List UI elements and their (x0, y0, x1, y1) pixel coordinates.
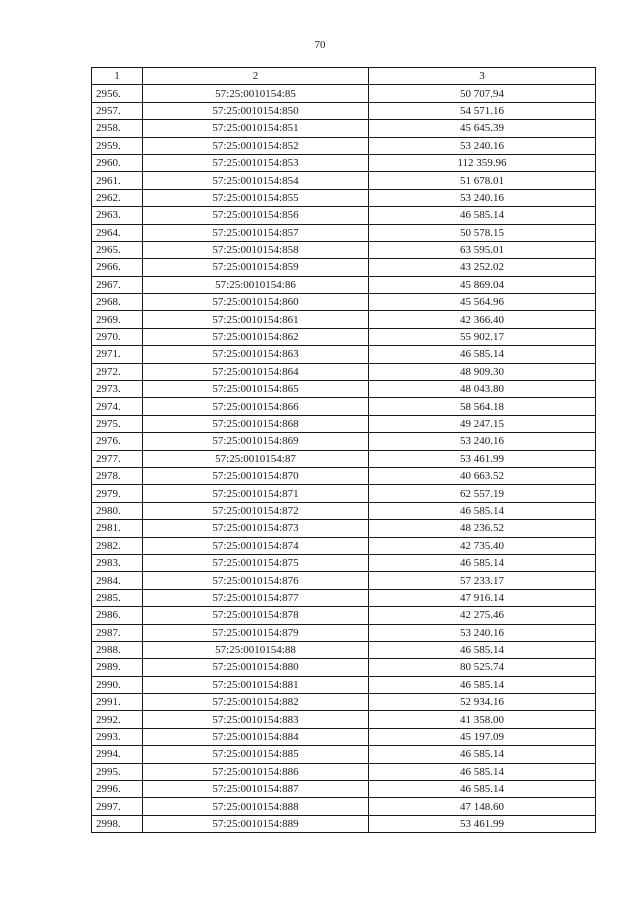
table-row (92, 241, 596, 258)
cadastral-number-cell: 57:25:0010154:854 (143, 172, 369, 189)
table-row (92, 415, 596, 432)
table-row (92, 311, 596, 328)
cadastral-number-cell: 57:25:0010154:88 (143, 641, 369, 658)
value-cell: 47 916.14 (369, 589, 596, 606)
value-cell: 53 240.16 (369, 433, 596, 450)
row-number-cell: 2961. (92, 172, 143, 189)
table-row (92, 433, 596, 450)
value-cell: 54 571.16 (369, 102, 596, 119)
row-number-cell: 2996. (92, 781, 143, 798)
row-number-cell: 2965. (92, 241, 143, 258)
cadastral-number-cell: 57:25:0010154:859 (143, 259, 369, 276)
cadastral-value-table (91, 67, 596, 833)
table-row (92, 554, 596, 571)
cadastral-number-cell: 57:25:0010154:872 (143, 502, 369, 519)
row-number-cell: 2969. (92, 311, 143, 328)
cadastral-number-cell: 57:25:0010154:850 (143, 102, 369, 119)
table-row (92, 381, 596, 398)
value-cell: 41 358.00 (369, 711, 596, 728)
row-number-cell: 2964. (92, 224, 143, 241)
cadastral-number-cell: 57:25:0010154:883 (143, 711, 369, 728)
row-number-cell: 2963. (92, 207, 143, 224)
row-number-cell: 2987. (92, 624, 143, 641)
value-cell: 47 148.60 (369, 798, 596, 815)
table-row (92, 102, 596, 119)
value-cell: 46 585.14 (369, 554, 596, 571)
column-header: 2 (143, 68, 369, 85)
cadastral-number-cell: 57:25:0010154:874 (143, 537, 369, 554)
value-cell: 52 934.16 (369, 694, 596, 711)
cadastral-number-cell: 57:25:0010154:858 (143, 241, 369, 258)
row-number-cell: 2998. (92, 815, 143, 832)
row-number-cell: 2990. (92, 676, 143, 693)
row-number-cell: 2971. (92, 346, 143, 363)
table-row (92, 120, 596, 137)
table-row (92, 450, 596, 467)
table-row (92, 798, 596, 815)
value-cell: 46 585.14 (369, 781, 596, 798)
row-number-cell: 2983. (92, 554, 143, 571)
cadastral-number-cell: 57:25:0010154:887 (143, 781, 369, 798)
row-number-cell: 2985. (92, 589, 143, 606)
cadastral-number-cell: 57:25:0010154:873 (143, 520, 369, 537)
table-row (92, 172, 596, 189)
cadastral-number-cell: 57:25:0010154:861 (143, 311, 369, 328)
row-number-cell: 2979. (92, 485, 143, 502)
row-number-cell: 2966. (92, 259, 143, 276)
table-row (92, 694, 596, 711)
value-cell: 53 240.16 (369, 137, 596, 154)
value-cell: 48 043.80 (369, 381, 596, 398)
row-number-cell: 2980. (92, 502, 143, 519)
table-row (92, 276, 596, 293)
table-row (92, 589, 596, 606)
value-cell: 58 564.18 (369, 398, 596, 415)
cadastral-number-cell: 57:25:0010154:862 (143, 328, 369, 345)
row-number-cell: 2978. (92, 467, 143, 484)
cadastral-number-cell: 57:25:0010154:879 (143, 624, 369, 641)
row-number-cell: 2976. (92, 433, 143, 450)
value-cell: 112 359.96 (369, 154, 596, 171)
table-row (92, 154, 596, 171)
value-cell: 46 585.14 (369, 207, 596, 224)
cadastral-number-cell: 57:25:0010154:851 (143, 120, 369, 137)
table-row (92, 815, 596, 832)
value-cell: 80 525.74 (369, 659, 596, 676)
row-number-cell: 2970. (92, 328, 143, 345)
row-number-cell: 2972. (92, 363, 143, 380)
cadastral-number-cell: 57:25:0010154:85 (143, 85, 369, 102)
table-row (92, 572, 596, 589)
cadastral-number-cell: 57:25:0010154:882 (143, 694, 369, 711)
value-cell: 53 240.16 (369, 624, 596, 641)
table-row (92, 502, 596, 519)
cadastral-number-cell: 57:25:0010154:870 (143, 467, 369, 484)
row-number-cell: 2962. (92, 189, 143, 206)
table-row (92, 328, 596, 345)
value-cell: 53 461.99 (369, 815, 596, 832)
table-row (92, 294, 596, 311)
row-number-cell: 2959. (92, 137, 143, 154)
cadastral-number-cell: 57:25:0010154:885 (143, 746, 369, 763)
value-cell: 63 595.01 (369, 241, 596, 258)
cadastral-number-cell: 57:25:0010154:856 (143, 207, 369, 224)
value-cell: 46 585.14 (369, 746, 596, 763)
value-cell: 45 197.09 (369, 728, 596, 745)
table-row (92, 537, 596, 554)
value-cell: 53 240.16 (369, 189, 596, 206)
value-cell: 50 578.15 (369, 224, 596, 241)
row-number-cell: 2982. (92, 537, 143, 554)
cadastral-number-cell: 57:25:0010154:863 (143, 346, 369, 363)
value-cell: 45 564.96 (369, 294, 596, 311)
row-number-cell: 2975. (92, 415, 143, 432)
table-header-row (92, 68, 596, 85)
value-cell: 46 585.14 (369, 346, 596, 363)
value-cell: 51 678.01 (369, 172, 596, 189)
table-row (92, 746, 596, 763)
row-number-cell: 2994. (92, 746, 143, 763)
row-number-cell: 2967. (92, 276, 143, 293)
cadastral-number-cell: 57:25:0010154:871 (143, 485, 369, 502)
cadastral-number-cell: 57:25:0010154:889 (143, 815, 369, 832)
row-number-cell: 2992. (92, 711, 143, 728)
table-row (92, 763, 596, 780)
column-header: 1 (92, 68, 143, 85)
row-number-cell: 2977. (92, 450, 143, 467)
table-row (92, 624, 596, 641)
row-number-cell: 2989. (92, 659, 143, 676)
row-number-cell: 2993. (92, 728, 143, 745)
table-row (92, 485, 596, 502)
cadastral-number-cell: 57:25:0010154:875 (143, 554, 369, 571)
row-number-cell: 2988. (92, 641, 143, 658)
table-row (92, 711, 596, 728)
table-row (92, 520, 596, 537)
row-number-cell: 2960. (92, 154, 143, 171)
row-number-cell: 2995. (92, 763, 143, 780)
row-number-cell: 2956. (92, 85, 143, 102)
table-row (92, 467, 596, 484)
row-number-cell: 2957. (92, 102, 143, 119)
value-cell: 42 735.40 (369, 537, 596, 554)
cadastral-number-cell: 57:25:0010154:869 (143, 433, 369, 450)
cadastral-number-cell: 57:25:0010154:853 (143, 154, 369, 171)
cadastral-number-cell: 57:25:0010154:866 (143, 398, 369, 415)
value-cell: 48 236.52 (369, 520, 596, 537)
column-header: 3 (369, 68, 596, 85)
table-row (92, 728, 596, 745)
table-row (92, 224, 596, 241)
cadastral-number-cell: 57:25:0010154:880 (143, 659, 369, 676)
cadastral-number-cell: 57:25:0010154:881 (143, 676, 369, 693)
value-cell: 46 585.14 (369, 502, 596, 519)
value-cell: 46 585.14 (369, 763, 596, 780)
value-cell: 43 252.02 (369, 259, 596, 276)
cadastral-number-cell: 57:25:0010154:865 (143, 381, 369, 398)
table-row (92, 398, 596, 415)
row-number-cell: 2981. (92, 520, 143, 537)
value-cell: 46 585.14 (369, 641, 596, 658)
value-cell: 42 275.46 (369, 607, 596, 624)
row-number-cell: 2986. (92, 607, 143, 624)
row-number-cell: 2973. (92, 381, 143, 398)
cadastral-number-cell: 57:25:0010154:888 (143, 798, 369, 815)
row-number-cell: 2997. (92, 798, 143, 815)
row-number-cell: 2968. (92, 294, 143, 311)
cadastral-number-cell: 57:25:0010154:852 (143, 137, 369, 154)
value-cell: 46 585.14 (369, 676, 596, 693)
table-row (92, 346, 596, 363)
value-cell: 55 902.17 (369, 328, 596, 345)
value-cell: 50 707.94 (369, 85, 596, 102)
row-number-cell: 2991. (92, 694, 143, 711)
row-number-cell: 2974. (92, 398, 143, 415)
cadastral-number-cell: 57:25:0010154:868 (143, 415, 369, 432)
table-row (92, 659, 596, 676)
cadastral-number-cell: 57:25:0010154:860 (143, 294, 369, 311)
cadastral-number-cell: 57:25:0010154:855 (143, 189, 369, 206)
cadastral-number-cell: 57:25:0010154:864 (143, 363, 369, 380)
table-row (92, 207, 596, 224)
cadastral-number-cell: 57:25:0010154:877 (143, 589, 369, 606)
cadastral-number-cell: 57:25:0010154:857 (143, 224, 369, 241)
row-number-cell: 2958. (92, 120, 143, 137)
value-cell: 45 645.39 (369, 120, 596, 137)
table-row (92, 607, 596, 624)
value-cell: 48 909.30 (369, 363, 596, 380)
table-row (92, 189, 596, 206)
cadastral-number-cell: 57:25:0010154:878 (143, 607, 369, 624)
page-number: 70 (314, 39, 326, 51)
value-cell: 53 461.99 (369, 450, 596, 467)
value-cell: 40 663.52 (369, 467, 596, 484)
value-cell: 57 233.17 (369, 572, 596, 589)
table-row (92, 259, 596, 276)
table-row (92, 641, 596, 658)
table-row (92, 137, 596, 154)
cadastral-number-cell: 57:25:0010154:886 (143, 763, 369, 780)
table-row (92, 363, 596, 380)
cadastral-number-cell: 57:25:0010154:87 (143, 450, 369, 467)
value-cell: 62 557.19 (369, 485, 596, 502)
value-cell: 45 869.04 (369, 276, 596, 293)
table-row (92, 85, 596, 102)
cadastral-number-cell: 57:25:0010154:876 (143, 572, 369, 589)
cadastral-number-cell: 57:25:0010154:86 (143, 276, 369, 293)
row-number-cell: 2984. (92, 572, 143, 589)
value-cell: 42 366.40 (369, 311, 596, 328)
value-cell: 49 247.15 (369, 415, 596, 432)
table-row (92, 781, 596, 798)
table-row (92, 676, 596, 693)
cadastral-number-cell: 57:25:0010154:884 (143, 728, 369, 745)
